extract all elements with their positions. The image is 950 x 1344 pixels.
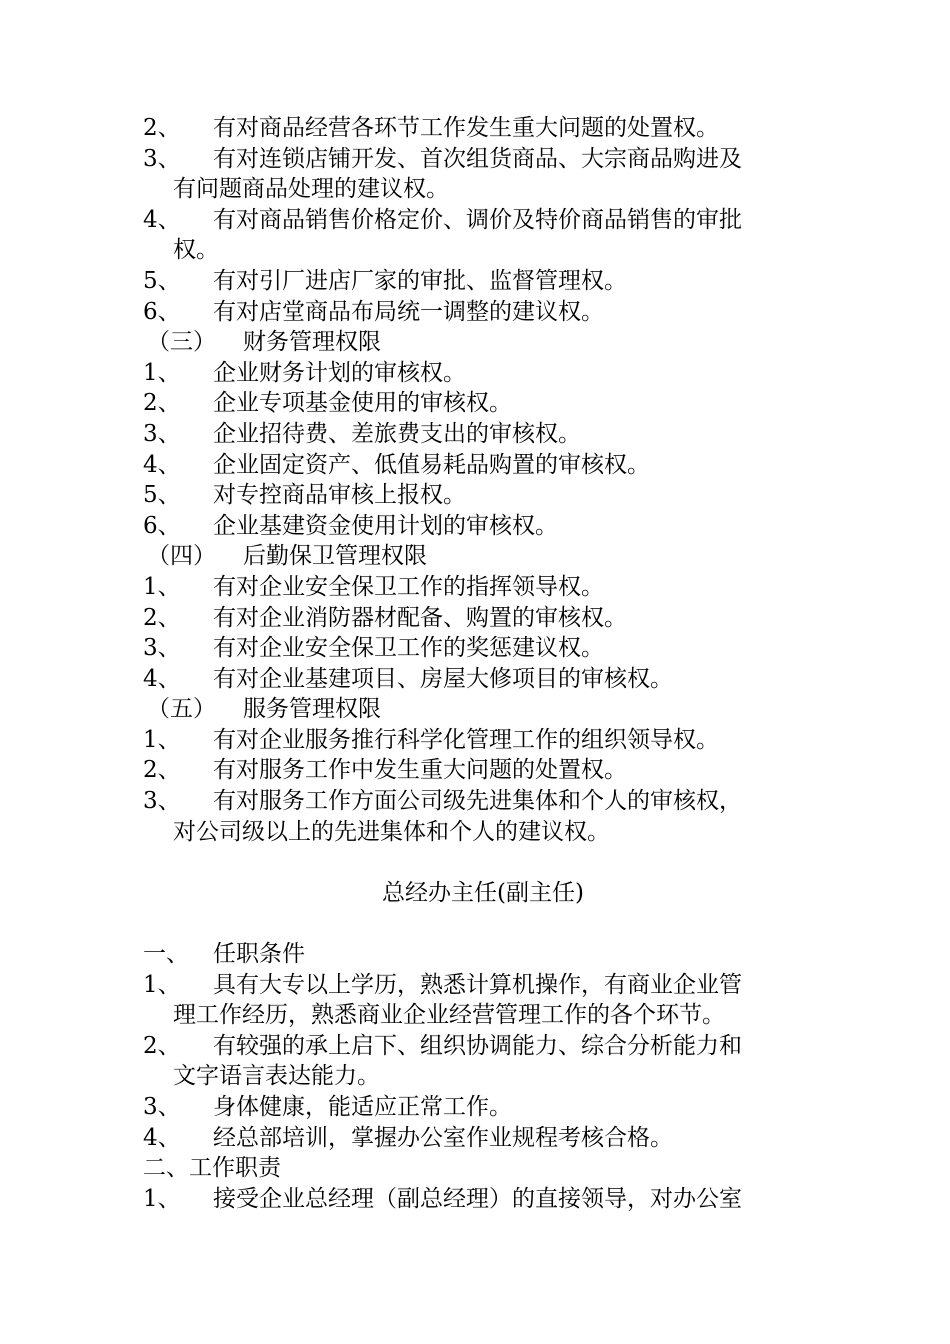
part-title: 二、工作职责 (143, 1155, 281, 1182)
item-number: 4、 (143, 206, 181, 233)
list-item (143, 725, 813, 756)
section-heading (143, 541, 813, 572)
item-text: 企业专项基金使用的审核权。 (213, 390, 512, 417)
item-text: 企业基建资金使用计划的审核权。 (213, 512, 558, 539)
item-number: 5、 (143, 482, 181, 509)
list-item (143, 633, 813, 664)
item-text: 有对引厂进店厂家的审批、监督管理权。 (213, 267, 627, 294)
item-text-continuation: 理工作经历，熟悉商业企业经营管理工作的各个环节。 (173, 1002, 725, 1029)
item-text-continuation: 权。 (173, 237, 219, 264)
list-item (143, 297, 813, 328)
list-item (143, 1031, 813, 1062)
item-text: 身体健康，能适应正常工作。 (213, 1094, 512, 1120)
item-text: 经总部培训，掌握办公室作业规程考核合格。 (213, 1124, 673, 1151)
item-number: 6、 (143, 512, 181, 539)
item-number: 3、 (143, 1094, 181, 1120)
item-number: 2、 (143, 390, 181, 417)
spacer (143, 908, 813, 939)
item-number: 2、 (143, 604, 181, 631)
item-text: 对专控商品审核上报权。 (213, 482, 466, 509)
part-number: 一、 (143, 941, 189, 968)
item-number: 3、 (143, 145, 181, 172)
item-number: 2、 (143, 757, 181, 784)
list-item (143, 480, 813, 511)
item-number: 6、 (143, 298, 181, 325)
item-text: 有对企业安全保卫工作的奖惩建议权。 (213, 635, 604, 662)
list-item-continuation (143, 1000, 813, 1031)
section-number: （五） (147, 696, 216, 723)
part-title: 任职条件 (213, 941, 305, 968)
list-item (143, 511, 813, 542)
list-item (143, 266, 813, 297)
item-number: 1、 (143, 573, 181, 600)
list-item (143, 205, 813, 236)
list-item (143, 1123, 813, 1154)
part-heading (143, 1153, 813, 1184)
item-number: 1、 (143, 359, 181, 386)
list-item (143, 450, 813, 481)
item-number: 3、 (143, 788, 181, 815)
heading-text: 总经办主任(副主任) (382, 879, 584, 906)
item-text: 有对企业服务推行科学化管理工作的组织领导权。 (213, 726, 719, 753)
section-title: 后勤保卫管理权限 (243, 543, 427, 570)
list-item (143, 1184, 813, 1215)
list-item (143, 603, 813, 634)
item-number: 1、 (143, 1185, 181, 1212)
document-page (143, 113, 813, 1214)
item-number: 5、 (143, 267, 181, 294)
item-text: 企业固定资产、低值易耗品购置的审核权。 (213, 451, 650, 478)
list-item (143, 419, 813, 450)
list-item (143, 113, 813, 144)
item-text-continuation: 文字语言表达能力。 (173, 1063, 380, 1090)
item-number: 4、 (143, 1124, 181, 1151)
item-text: 有对服务工作方面公司级先进集体和个人的审核权， (213, 788, 742, 815)
section-title: 服务管理权限 (243, 696, 381, 723)
item-text-continuation: 有问题商品处理的建议权。 (173, 176, 449, 203)
item-number: 4、 (143, 665, 181, 692)
list-item (143, 755, 813, 786)
list-item-continuation (143, 235, 813, 266)
item-text: 有对店堂商品布局统一调整的建议权。 (213, 298, 604, 325)
item-text: 有对商品销售价格定价、调价及特价商品销售的审批 (213, 206, 742, 233)
item-text: 具有大专以上学历，熟悉计算机操作，有商业企业管 (213, 971, 742, 998)
list-item (143, 970, 813, 1001)
section-number: （四） (147, 543, 216, 570)
list-item-continuation (143, 174, 813, 205)
list-item (143, 144, 813, 175)
item-number: 4、 (143, 451, 181, 478)
item-text: 企业招待费、差旅费支出的审核权。 (213, 420, 581, 447)
item-number: 3、 (143, 420, 181, 447)
list-item (143, 1092, 813, 1123)
list-item-continuation (143, 817, 813, 848)
item-text: 接受企业总经理（副总经理）的直接领导，对办公室 (213, 1185, 742, 1212)
part-heading (143, 939, 813, 970)
list-item (143, 388, 813, 419)
item-number: 1、 (143, 726, 181, 753)
item-text: 有对企业消防器材配备、购置的审核权。 (213, 604, 627, 631)
section-number: （三） (147, 329, 216, 356)
spacer (143, 847, 813, 878)
list-item (143, 358, 813, 389)
item-number: 2、 (143, 115, 181, 141)
list-item-continuation (143, 1061, 813, 1092)
item-text: 有对企业基建项目、房屋大修项目的审核权。 (213, 665, 673, 692)
item-number: 1、 (143, 971, 181, 998)
document-heading (143, 878, 813, 909)
list-item (143, 572, 813, 603)
item-text: 有对企业安全保卫工作的指挥领导权。 (213, 573, 604, 600)
item-text-continuation: 对公司级以上的先进集体和个人的建议权。 (173, 818, 610, 845)
item-text: 有对服务工作中发生重大问题的处置权。 (213, 757, 627, 784)
list-item (143, 664, 813, 695)
item-number: 2、 (143, 1032, 181, 1059)
list-item (143, 786, 813, 817)
section-heading (143, 694, 813, 725)
item-text: 有对商品经营各环节工作发生重大问题的处置权。 (213, 115, 719, 141)
item-text: 企业财务计划的审核权。 (213, 359, 466, 386)
section-heading (143, 327, 813, 358)
section-title: 财务管理权限 (243, 329, 381, 356)
item-text: 有对连锁店铺开发、首次组货商品、大宗商品购进及 (213, 145, 742, 172)
item-number: 3、 (143, 635, 181, 662)
item-text: 有较强的承上启下、组织协调能力、综合分析能力和 (213, 1032, 742, 1059)
